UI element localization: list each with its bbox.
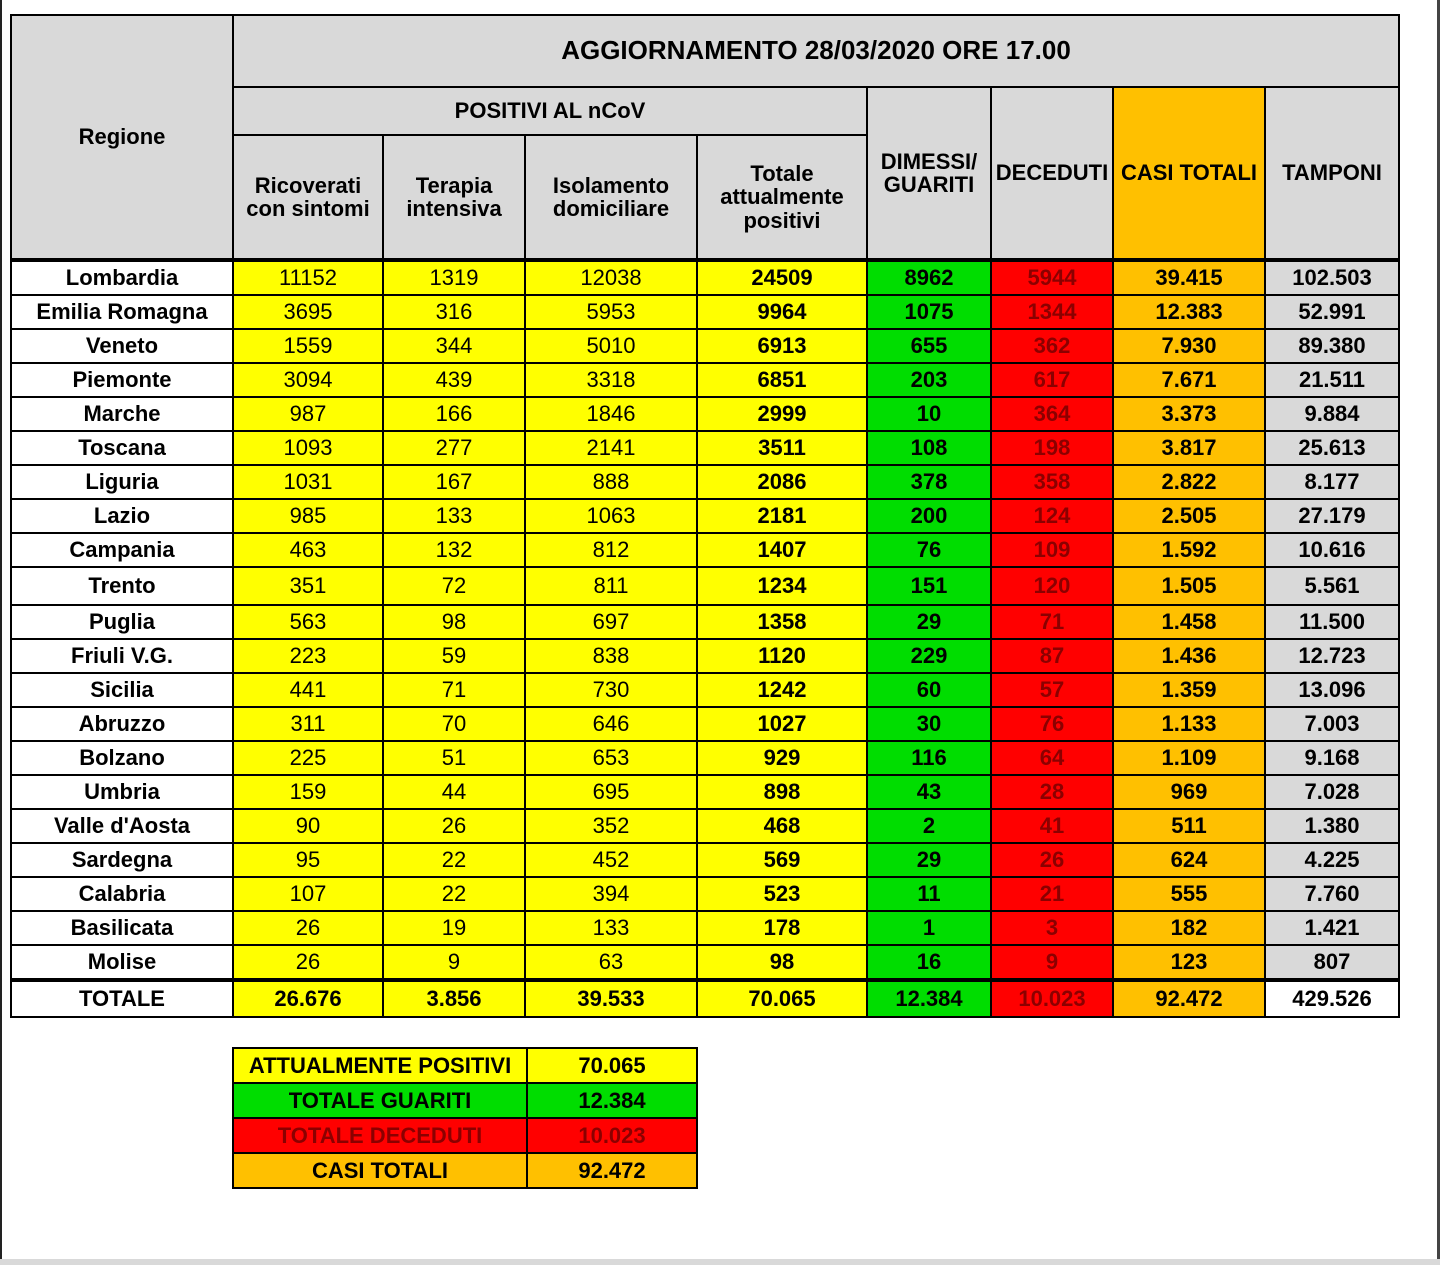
header-ricoverati-line2: con sintomi [246,196,370,221]
cell-casi-totali: 1.436 [1113,639,1265,673]
table-row [11,639,1399,673]
totals-terapia: 3.856 [383,980,525,1017]
header-dimessi-line2: GUARITI [883,172,975,197]
header-totale-line2: attualmente [720,184,844,210]
cell-isolamento: 63 [525,945,697,980]
cell-casi-totali: 1.133 [1113,707,1265,741]
cell-casi-totali: 1.458 [1113,605,1265,639]
cell-terapia: 277 [383,431,525,465]
cell-casi-totali: 7.930 [1113,329,1265,363]
cell-terapia: 44 [383,775,525,809]
header-isolamento [525,135,697,260]
cell-ricoverati: 107 [233,877,383,911]
cell-deceduti: 364 [991,397,1113,431]
cell-totale-positivi: 1120 [697,639,867,673]
cell-guariti: 1075 [867,295,991,329]
header-terapia-line1: Terapia [415,172,493,198]
table-row [11,431,1399,465]
cell-isolamento: 5010 [525,329,697,363]
cell-totale-positivi: 2086 [697,465,867,499]
cell-isolamento: 133 [525,911,697,945]
cell-tamponi: 89.380 [1265,329,1399,363]
cell-casi-totali: 2.822 [1113,465,1265,499]
cell-tamponi: 7.028 [1265,775,1399,809]
table-row [11,877,1399,911]
cell-ricoverati: 26 [233,911,383,945]
cell-regione: Abruzzo [11,707,233,741]
table-row [11,605,1399,639]
cell-regione: Bolzano [11,741,233,775]
cell-terapia: 98 [383,605,525,639]
cell-ricoverati: 463 [233,533,383,567]
cell-totale-positivi: 9964 [697,295,867,329]
cell-terapia: 22 [383,843,525,877]
header-dimessi-line1: DIMESSI/ [880,148,978,174]
cell-casi-totali: 2.505 [1113,499,1265,533]
totals-row [11,980,1399,1017]
cell-deceduti: 26 [991,843,1113,877]
cell-tamponi: 7.003 [1265,707,1399,741]
summary-value: 12.384 [527,1083,697,1118]
cell-regione: Liguria [11,465,233,499]
cell-guariti: 29 [867,843,991,877]
cell-guariti: 8962 [867,260,991,295]
cell-totale-positivi: 6851 [697,363,867,397]
cell-ricoverati: 311 [233,707,383,741]
cell-totale-positivi: 1234 [697,567,867,605]
cell-ricoverati: 159 [233,775,383,809]
covid-regional-table [10,14,1400,1018]
cell-casi-totali: 1.592 [1113,533,1265,567]
cell-isolamento: 3318 [525,363,697,397]
cell-casi-totali: 555 [1113,877,1265,911]
table-row [11,499,1399,533]
bottom-band [0,1259,1440,1265]
header-dimessi-guariti [867,87,991,260]
totals-deceduti: 10.023 [991,980,1113,1017]
cell-guariti: 30 [867,707,991,741]
cell-tamponi: 25.613 [1265,431,1399,465]
cell-regione: Valle d'Aosta [11,809,233,843]
summary-label: ATTUALMENTE POSITIVI [233,1048,527,1083]
cell-isolamento: 352 [525,809,697,843]
table-row [11,673,1399,707]
cell-totale-positivi: 1358 [697,605,867,639]
totals-isolamento: 39.533 [525,980,697,1017]
cell-isolamento: 653 [525,741,697,775]
cell-guariti: 378 [867,465,991,499]
cell-deceduti: 57 [991,673,1113,707]
cell-terapia: 59 [383,639,525,673]
cell-ricoverati: 351 [233,567,383,605]
cell-terapia: 166 [383,397,525,431]
table-row [11,533,1399,567]
summary-value: 92.472 [527,1153,697,1188]
cell-isolamento: 888 [525,465,697,499]
cell-totale-positivi: 523 [697,877,867,911]
cell-tamponi: 27.179 [1265,499,1399,533]
summary-label: TOTALE GUARITI [233,1083,527,1118]
cell-casi-totali: 7.671 [1113,363,1265,397]
cell-deceduti: 198 [991,431,1113,465]
table-row [11,707,1399,741]
cell-deceduti: 3 [991,911,1113,945]
totals-casi-totali: 92.472 [1113,980,1265,1017]
cell-regione: Sardegna [11,843,233,877]
cell-totale-positivi: 1242 [697,673,867,707]
cell-totale-positivi: 468 [697,809,867,843]
table-row [11,363,1399,397]
cell-terapia: 72 [383,567,525,605]
cell-regione: Marche [11,397,233,431]
totals-label: TOTALE [11,980,233,1017]
cell-casi-totali: 182 [1113,911,1265,945]
cell-tamponi: 1.421 [1265,911,1399,945]
cell-casi-totali: 1.359 [1113,673,1265,707]
cell-ricoverati: 1093 [233,431,383,465]
cell-deceduti: 71 [991,605,1113,639]
cell-guariti: 76 [867,533,991,567]
table-row [11,775,1399,809]
header-isolamento-line1: Isolamento [552,172,670,198]
header-title: AGGIORNAMENTO 28/03/2020 ORE 17.00 [233,15,1399,87]
summary-table [232,1047,698,1189]
cell-deceduti: 1344 [991,295,1113,329]
cell-terapia: 70 [383,707,525,741]
cell-guariti: 200 [867,499,991,533]
cell-ricoverati: 987 [233,397,383,431]
cell-regione: Basilicata [11,911,233,945]
cell-regione: Trento [11,567,233,605]
cell-isolamento: 1846 [525,397,697,431]
cell-isolamento: 5953 [525,295,697,329]
cell-isolamento: 452 [525,843,697,877]
header-positivi: POSITIVI AL nCoV [233,87,867,135]
cell-ricoverati: 441 [233,673,383,707]
cell-regione: Molise [11,945,233,980]
table-row [11,911,1399,945]
cell-casi-totali: 39.415 [1113,260,1265,295]
cell-ricoverati: 95 [233,843,383,877]
cell-regione: Lombardia [11,260,233,295]
cell-deceduti: 64 [991,741,1113,775]
summary-row [233,1048,697,1083]
cell-regione: Emilia Romagna [11,295,233,329]
cell-deceduti: 76 [991,707,1113,741]
cell-terapia: 344 [383,329,525,363]
cell-terapia: 439 [383,363,525,397]
cell-deceduti: 5944 [991,260,1113,295]
cell-regione: Puglia [11,605,233,639]
cell-tamponi: 52.991 [1265,295,1399,329]
summary-row [233,1118,697,1153]
cell-regione: Campania [11,533,233,567]
table-row [11,741,1399,775]
cell-casi-totali: 123 [1113,945,1265,980]
summary-value: 70.065 [527,1048,697,1083]
cell-isolamento: 811 [525,567,697,605]
cell-deceduti: 21 [991,877,1113,911]
cell-regione: Lazio [11,499,233,533]
cell-deceduti: 124 [991,499,1113,533]
cell-totale-positivi: 1407 [697,533,867,567]
cell-casi-totali: 3.817 [1113,431,1265,465]
cell-tamponi: 21.511 [1265,363,1399,397]
totals-ricoverati: 26.676 [233,980,383,1017]
cell-deceduti: 28 [991,775,1113,809]
table-row [11,295,1399,329]
cell-isolamento: 838 [525,639,697,673]
cell-guariti: 1 [867,911,991,945]
cell-totale-positivi: 178 [697,911,867,945]
cell-deceduti: 362 [991,329,1113,363]
cell-ricoverati: 985 [233,499,383,533]
cell-ricoverati: 1559 [233,329,383,363]
cell-terapia: 22 [383,877,525,911]
cell-regione: Calabria [11,877,233,911]
header-deceduti: DECEDUTI [991,87,1113,260]
cell-isolamento: 646 [525,707,697,741]
cell-regione: Umbria [11,775,233,809]
cell-isolamento: 812 [525,533,697,567]
cell-guariti: 655 [867,329,991,363]
cell-ricoverati: 3695 [233,295,383,329]
cell-deceduti: 41 [991,809,1113,843]
table-row [11,260,1399,295]
cell-ricoverati: 225 [233,741,383,775]
cell-totale-positivi: 24509 [697,260,867,295]
cell-guariti: 116 [867,741,991,775]
table-row [11,809,1399,843]
cell-isolamento: 12038 [525,260,697,295]
cell-guariti: 11 [867,877,991,911]
cell-casi-totali: 1.505 [1113,567,1265,605]
cell-guariti: 60 [867,673,991,707]
cell-guariti: 16 [867,945,991,980]
cell-deceduti: 120 [991,567,1113,605]
cell-guariti: 2 [867,809,991,843]
cell-regione: Sicilia [11,673,233,707]
cell-totale-positivi: 6913 [697,329,867,363]
cell-tamponi: 4.225 [1265,843,1399,877]
summary-label: TOTALE DECEDUTI [233,1118,527,1153]
totals-tamponi: 429.526 [1265,980,1399,1017]
cell-ricoverati: 1031 [233,465,383,499]
cell-deceduti: 617 [991,363,1113,397]
cell-ricoverati: 11152 [233,260,383,295]
summary-row [233,1153,697,1188]
cell-isolamento: 394 [525,877,697,911]
table-row [11,945,1399,980]
cell-terapia: 316 [383,295,525,329]
cell-tamponi: 9.168 [1265,741,1399,775]
cell-terapia: 132 [383,533,525,567]
summary-value: 10.023 [527,1118,697,1153]
header-tamponi: TAMPONI [1265,87,1399,260]
cell-casi-totali: 12.383 [1113,295,1265,329]
cell-ricoverati: 223 [233,639,383,673]
cell-deceduti: 9 [991,945,1113,980]
cell-tamponi: 9.884 [1265,397,1399,431]
cell-totale-positivi: 929 [697,741,867,775]
cell-ricoverati: 90 [233,809,383,843]
cell-totale-positivi: 98 [697,945,867,980]
table-row [11,397,1399,431]
header-totale-positivi [697,135,867,260]
table-row [11,843,1399,877]
cell-isolamento: 697 [525,605,697,639]
cell-terapia: 51 [383,741,525,775]
header-ricoverati [233,135,383,260]
cell-tamponi: 8.177 [1265,465,1399,499]
header-totale-line3: positivi [743,207,821,233]
cell-terapia: 1319 [383,260,525,295]
cell-ricoverati: 563 [233,605,383,639]
cell-terapia: 9 [383,945,525,980]
left-border [0,0,2,1265]
cell-tamponi: 807 [1265,945,1399,980]
cell-isolamento: 2141 [525,431,697,465]
header-totale-line1: Totale [750,161,814,187]
cell-terapia: 19 [383,911,525,945]
cell-terapia: 71 [383,673,525,707]
header-casi-totali: CASI TOTALI [1113,87,1265,260]
cell-guariti: 29 [867,605,991,639]
cell-totale-positivi: 898 [697,775,867,809]
cell-tamponi: 1.380 [1265,809,1399,843]
summary-row [233,1083,697,1118]
header-terapia-line2: intensiva [406,196,502,221]
table-row [11,465,1399,499]
cell-ricoverati: 26 [233,945,383,980]
cell-casi-totali: 511 [1113,809,1265,843]
cell-guariti: 151 [867,567,991,605]
cell-guariti: 10 [867,397,991,431]
cell-ricoverati: 3094 [233,363,383,397]
cell-terapia: 26 [383,809,525,843]
cell-casi-totali: 3.373 [1113,397,1265,431]
cell-tamponi: 102.503 [1265,260,1399,295]
cell-casi-totali: 1.109 [1113,741,1265,775]
cell-terapia: 167 [383,465,525,499]
cell-casi-totali: 624 [1113,843,1265,877]
cell-tamponi: 10.616 [1265,533,1399,567]
table-row [11,567,1399,605]
cell-isolamento: 695 [525,775,697,809]
cell-deceduti: 358 [991,465,1113,499]
cell-tamponi: 5.561 [1265,567,1399,605]
cell-totale-positivi: 2181 [697,499,867,533]
cell-totale-positivi: 569 [697,843,867,877]
cell-tamponi: 12.723 [1265,639,1399,673]
header-isolamento-line2: domiciliare [552,196,670,221]
cell-guariti: 108 [867,431,991,465]
cell-regione: Piemonte [11,363,233,397]
cell-deceduti: 109 [991,533,1113,567]
cell-isolamento: 1063 [525,499,697,533]
cell-guariti: 43 [867,775,991,809]
cell-totale-positivi: 3511 [697,431,867,465]
cell-tamponi: 13.096 [1265,673,1399,707]
cell-isolamento: 730 [525,673,697,707]
totals-guariti: 12.384 [867,980,991,1017]
cell-tamponi: 11.500 [1265,605,1399,639]
cell-tamponi: 7.760 [1265,877,1399,911]
cell-casi-totali: 969 [1113,775,1265,809]
cell-terapia: 133 [383,499,525,533]
totals-totale-positivi: 70.065 [697,980,867,1017]
table-row [11,329,1399,363]
cell-guariti: 203 [867,363,991,397]
summary-label: CASI TOTALI [233,1153,527,1188]
header-terapia [383,135,525,260]
cell-guariti: 229 [867,639,991,673]
cell-deceduti: 87 [991,639,1113,673]
cell-totale-positivi: 1027 [697,707,867,741]
cell-regione: Veneto [11,329,233,363]
cell-regione: Friuli V.G. [11,639,233,673]
cell-totale-positivi: 2999 [697,397,867,431]
header-ricoverati-line1: Ricoverati [254,172,362,198]
header-regione: Regione [11,15,233,260]
cell-regione: Toscana [11,431,233,465]
